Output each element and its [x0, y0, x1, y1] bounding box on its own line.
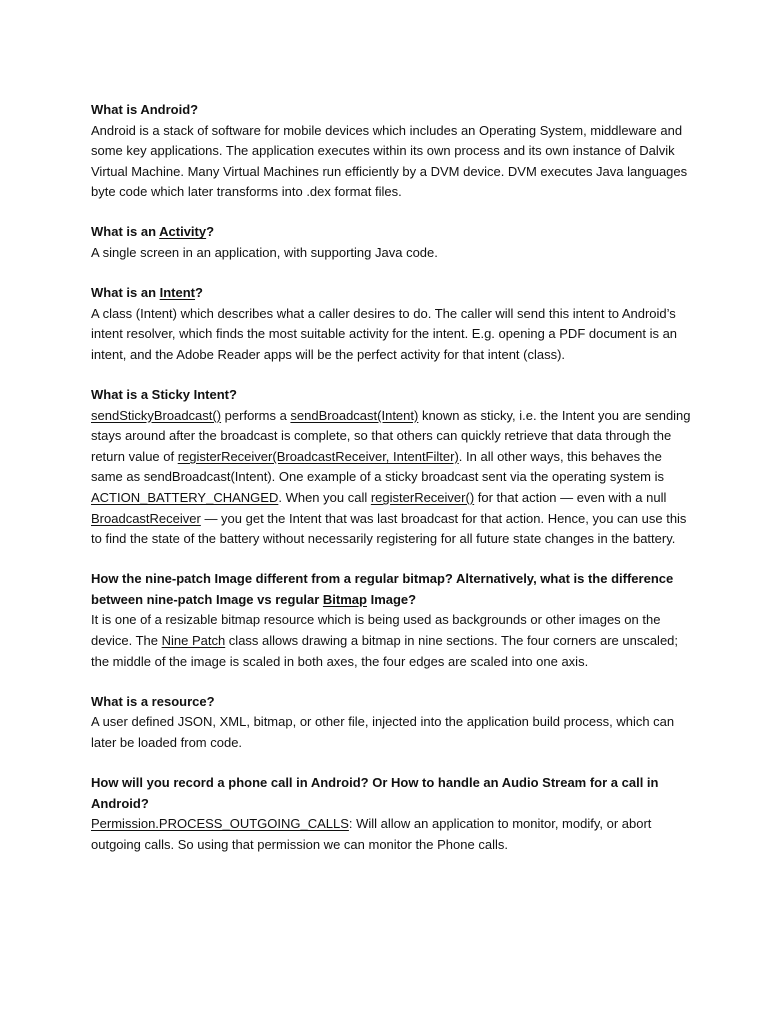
document-page [91, 100, 691, 875]
answer-paragraph: A class (Intent) which describes what a caller desires to do. The caller will send this intent to Android’s intent resolver, which finds the most suitable activity for the intent. E.g. opening a PDF document is an intent, and the Adobe Reader apps will be the perfect activity for that intent (class). [91, 305, 678, 362]
question-text: Image? [366, 591, 417, 607]
question-heading: What is a Sticky Intent? [91, 387, 237, 403]
question-heading [91, 222, 691, 243]
question-heading [91, 569, 691, 610]
question-text: ? [195, 285, 203, 301]
question-heading: What is a resource? [91, 693, 215, 709]
register-receiver-link[interactable]: registerReceiver() [370, 490, 475, 505]
qa-section-nine-patch [91, 569, 691, 672]
permission-outgoing-calls-link[interactable]: Permission.PROCESS_OUTGOING_CALLS [91, 816, 349, 832]
register-receiver-filter-link[interactable]: registerReceiver(BroadcastReceiver, IntentFilter) [177, 448, 459, 464]
question-heading: How will you record a phone call in Android? Or How to handle an Audio Stream for a call in Android? [91, 775, 659, 811]
qa-section-record-call [91, 773, 691, 855]
answer-text: : Will allow an application to monitor, modify, or abort outgoing calls. So using that permission we can monitor the Phone calls. [91, 816, 652, 852]
question-text: What is an [91, 285, 160, 301]
answer-paragraph: Android is a stack of software for mobile devices which includes an Operating System, middleware and some key applications. The application executes within its own process and its own instance of Dalvik Virtual Machine. Many Virtual Machines run efficiently by a DVM device. DVM executes Java languages byte code which later transforms into .dex format files. [91, 122, 688, 200]
answer-paragraph [91, 406, 691, 550]
question-text: What is an [91, 224, 160, 240]
answer-paragraph: A user defined JSON, XML, bitmap, or other file, injected into the application build process, which can later be loaded from code. [91, 714, 675, 750]
activity-link[interactable]: Activity [159, 224, 207, 240]
answer-text: class allows drawing a bitmap in nine sections. The four corners are unscaled; the middle of the image is scaled in both axes, the four edges are scaled into one axis. [91, 633, 679, 669]
qa-section-intent [91, 283, 691, 365]
nine-patch-link[interactable]: Nine Patch [161, 633, 226, 649]
question-text: ? [206, 224, 215, 240]
question-heading [91, 283, 691, 304]
answer-paragraph [91, 610, 691, 672]
qa-section-activity [91, 222, 691, 263]
send-sticky-broadcast-link[interactable]: sendStickyBroadcast() [91, 407, 222, 423]
answer-text: known as sticky, i.e. the Intent you are sending stays around after the broadcast is complete, so that others can quickly retrieve that data through the return value of [91, 407, 691, 464]
qa-section-sticky-intent [91, 385, 691, 550]
answer-paragraph: A single screen in an application, with supporting Java code. [91, 245, 438, 261]
question-heading: What is Android? [91, 102, 199, 117]
answer-text: It is one of a resizable bitmap resource which is being used as backgrounds or other images on the device. The [91, 612, 661, 649]
answer-paragraph [91, 814, 691, 855]
bitmap-link[interactable]: Bitmap [322, 591, 367, 607]
question-text: How the nine-patch Image different from a regular bitmap? Alternatively, what is the difference between nine-patch Image vs regular [91, 571, 674, 607]
broadcast-receiver-link[interactable]: BroadcastReceiver [91, 510, 201, 526]
answer-text: for that action — even with a null [474, 490, 667, 505]
action-battery-changed-link[interactable]: ACTION_BATTERY_CHANGED [91, 490, 279, 505]
answer-text: . In all other ways, this behaves the same as sendBroadcast(Intent). One example of a sticky broadcast sent via the operating system is [91, 448, 665, 485]
answer-text: . When you call [278, 490, 371, 505]
answer-text: performs a [221, 407, 291, 423]
qa-section-resource [91, 692, 691, 754]
qa-section-android [91, 100, 691, 203]
answer-text: — you get the Intent that was last broadcast for that action. Hence, you can use this to find the state of the battery without necessarily registering for all future state changes in the battery. [91, 510, 687, 547]
intent-link[interactable]: Intent [159, 285, 196, 301]
send-broadcast-link[interactable]: sendBroadcast(Intent) [290, 407, 419, 423]
